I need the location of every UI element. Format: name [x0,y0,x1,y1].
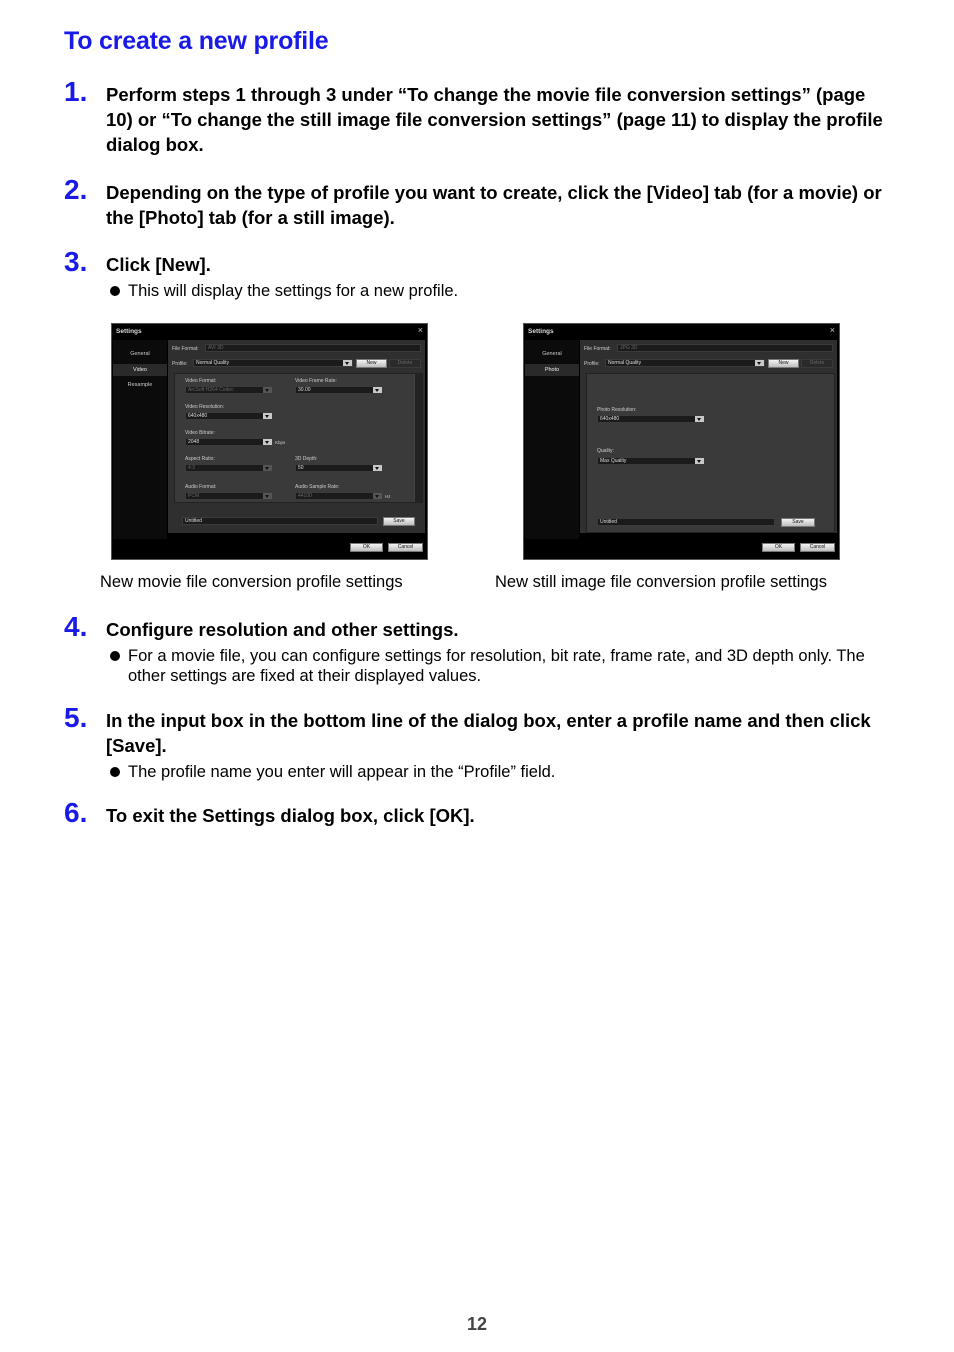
step-number: 4. [64,611,88,642]
delete-button[interactable]: Delete [389,359,421,368]
bullet-dot-icon [110,286,120,296]
video-resolution-label: Video Resolution: [185,404,225,410]
dialog-title: Settings [528,328,554,335]
bullet-text: The profile name you enter will appear in the “Profile” field. [128,763,556,781]
sample-rate-value: 44100 [298,493,312,499]
frame-rate-select[interactable] [295,386,383,394]
chevron-down-icon [695,416,704,422]
file-format-field: JPG 3D [617,344,833,352]
photo-resolution-value: 640x480 [600,416,620,422]
cancel-button[interactable]: Cancel [800,543,835,552]
chevron-down-icon [263,493,272,499]
bullet-text: For a movie file, you can configure settings for resolution, bit rate, frame rate, and 3D depth only. The other settings are fixed at their displayed values. [128,647,865,685]
chevron-down-icon [373,493,382,499]
quality-label: Quality: [597,448,614,454]
page-number: 12 [466,1314,488,1334]
chevron-down-icon [263,439,272,445]
video-format-label: Video Format: [185,378,217,384]
step-number: 6. [64,797,88,828]
quality-value: Max Quality [600,458,627,464]
step-text: Click [New]. [106,254,211,275]
bullet-text: This will display the settings for a new profile. [128,282,459,300]
chevron-down-icon [263,465,272,471]
step-number: 1. [64,76,88,107]
sample-rate-select [295,492,383,500]
photo-caption: New still image file conversion profile settings [495,573,827,591]
bullet-dot-icon [110,651,120,661]
photo-settings-panel [586,373,835,533]
movie-settings-screenshot [111,323,428,560]
file-format-label: File Format: [584,346,611,352]
profile-name-input[interactable]: Untitled [597,518,775,526]
close-icon[interactable]: × [417,325,423,335]
step-bullet [110,762,894,782]
bullet-dot-icon [110,767,120,777]
sample-rate-unit: Hz [385,494,391,499]
photo-resolution-label: Photo Resolution: [597,407,637,413]
sidebar-item-general[interactable]: General [130,351,150,357]
audio-format-select [185,492,273,500]
photo-settings-screenshot [523,323,840,560]
depth-label: 3D Depth: [295,456,318,462]
step-text: To exit the Settings dialog box, click [OK]. [106,805,475,826]
aspect-ratio-value: 4:3 [188,465,195,471]
photo-resolution-select[interactable] [597,415,705,423]
step-text: In the input box in the bottom line of the dialog box, enter a profile name and then click [Save]. [106,710,871,756]
profile-value: Normal Quality [196,360,230,366]
profile-label: Profile: [584,361,600,367]
save-button[interactable]: Save [781,518,815,527]
step-bullet [110,646,894,686]
new-button[interactable]: New [356,359,387,368]
cancel-button[interactable]: Cancel [388,543,423,552]
file-format-label: File Format: [172,346,199,352]
video-settings-panel [174,373,423,503]
new-button[interactable]: New [768,359,799,368]
ok-button[interactable]: OK [762,543,795,552]
close-icon[interactable]: × [829,325,835,335]
profile-select[interactable] [193,359,353,367]
movie-caption: New movie file conversion profile settings [100,573,403,591]
video-bitrate-value: 2048 [188,439,200,445]
video-bitrate-label: Video Bitrate: [185,430,215,436]
file-format-field: AVI 3D [205,344,421,352]
bitrate-unit: Kbps [275,440,286,445]
audio-format-label: Audio Format: [185,484,217,490]
aspect-ratio-select [185,464,273,472]
scrollbar[interactable] [414,374,422,502]
profile-label: Profile: [172,361,188,367]
save-button[interactable]: Save [383,517,415,526]
profile-name-input[interactable]: Untitled [182,517,378,525]
step-text: Configure resolution and other settings. [106,619,459,640]
dialog-title: Settings [116,328,142,335]
chevron-down-icon [263,387,272,393]
depth-select[interactable] [295,464,383,472]
sample-rate-label: Audio Sample Rate: [295,484,340,490]
step-bullet [110,281,894,301]
dialog-sidebar [113,340,167,539]
chevron-down-icon [695,458,704,464]
step-text: Depending on the type of profile you want to create, click the [Video] tab (for a movie) or the [Photo] tab (for a still image). [106,182,882,228]
sidebar-item-video[interactable]: Video [113,364,167,376]
video-resolution-select[interactable] [185,412,273,420]
sidebar-item-resample[interactable]: Resample [127,382,153,388]
ok-button[interactable]: OK [350,543,383,552]
profile-value: Normal Quality [608,360,642,366]
step-number: 5. [64,702,88,733]
dialog-main [580,340,837,533]
dialog-main [168,340,425,533]
chevron-down-icon [373,465,382,471]
chevron-down-icon [373,387,382,393]
video-format-select [185,386,273,394]
sidebar-item-photo[interactable]: Photo [525,364,579,376]
sidebar-item-general[interactable]: General [542,351,562,357]
chevron-down-icon [755,360,764,366]
audio-format-value: PCM [188,493,200,499]
chevron-down-icon [343,360,352,366]
quality-select[interactable] [597,457,705,465]
dialog-sidebar [525,340,579,539]
aspect-ratio-label: Aspect Ratio: [185,456,215,462]
video-format-value: ArcSoft H264 Codec [188,387,234,393]
step-text: Perform steps 1 through 3 under “To change the movie file conversion settings” (page 10) or “To change the still image file conversion settings” (page 11) to display the profile dialog box. [106,84,883,155]
frame-rate-value: 30.00 [298,387,311,393]
video-resolution-value: 640x480 [188,413,208,419]
frame-rate-label: Video Frame Rate: [295,378,337,384]
step-number: 2. [64,174,88,205]
profile-select[interactable] [605,359,765,367]
video-bitrate-select[interactable] [185,438,273,446]
page-title: To create a new profile [64,27,329,55]
delete-button[interactable]: Delete [801,359,833,368]
step-number: 3. [64,246,88,277]
chevron-down-icon [263,413,272,419]
depth-value: 50 [298,465,304,471]
